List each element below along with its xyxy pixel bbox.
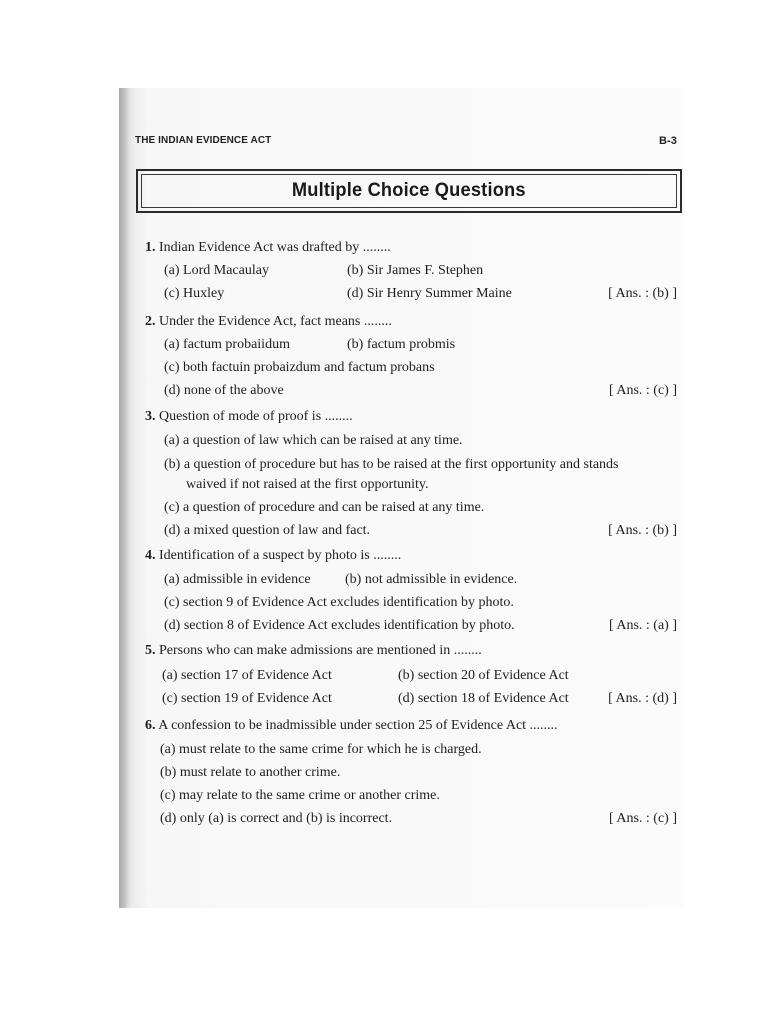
option-d: (d) Sir Henry Summer Maine xyxy=(347,286,512,301)
question-text: Under the Evidence Act, fact means ........ xyxy=(159,314,392,329)
question-text: A confession to be inadmissible under section 25 of Evidence Act ........ xyxy=(158,718,558,733)
question-text: Question of mode of proof is ........ xyxy=(159,409,353,424)
option-a: (a) must relate to the same crime for which he is charged. xyxy=(160,742,482,757)
question-number: 6. xyxy=(145,718,156,733)
answer-key: [ Ans. : (b) ] xyxy=(608,523,677,538)
option-a: (a) a question of law which can be raised at any time. xyxy=(164,433,463,448)
option-b: (b) factum probmis xyxy=(347,337,456,352)
answer-key: [ Ans. : (d) ] xyxy=(608,691,677,706)
option-a: (a) Lord Macaulay xyxy=(164,263,269,278)
answer-key: [ Ans. : (a) ] xyxy=(608,618,677,633)
section-title-box xyxy=(136,169,682,213)
option-a: (a) factum probaiidum xyxy=(164,337,290,352)
section-title: Multiple Choice Questions xyxy=(292,180,526,201)
option-c: (c) section 9 of Evidence Act excludes identification by photo. xyxy=(164,595,514,610)
option-d: (d) none of the above xyxy=(164,383,284,398)
answer-key: [ Ans. : (b) ] xyxy=(608,286,677,301)
section-title-inner-frame xyxy=(141,174,677,208)
option-d: (d) section 18 of Evidence Act xyxy=(398,691,569,706)
question-stem xyxy=(145,714,558,737)
header-chapter-title: THE INDIAN EVIDENCE ACT xyxy=(135,135,272,146)
option-c: (c) a question of procedure and can be raised at any time. xyxy=(164,500,485,515)
option-b: (b) Sir James F. Stephen xyxy=(347,263,484,278)
question-text: Identification of a suspect by photo is ........ xyxy=(159,548,402,563)
page-edge-shadow xyxy=(119,88,129,908)
option-c: (c) both factuin probaizdum and factum probans xyxy=(164,360,435,375)
question-number: 3. xyxy=(145,409,156,424)
question-stem xyxy=(145,405,353,428)
question-number: 4. xyxy=(145,548,156,563)
option-c: (c) Huxley xyxy=(164,286,225,301)
question-number: 5. xyxy=(145,643,156,658)
answer-key: [ Ans. : (c) ] xyxy=(608,383,677,398)
question-stem xyxy=(145,236,391,259)
option-b: (b) must relate to another crime. xyxy=(160,765,341,780)
option-d: (d) section 8 of Evidence Act excludes identification by photo. xyxy=(164,618,515,633)
option-a: (a) section 17 of Evidence Act xyxy=(162,668,332,683)
option-b: (b) not admissible in evidence. xyxy=(345,572,518,587)
option-d: (d) a mixed question of law and fact. xyxy=(164,523,371,538)
answer-key: [ Ans. : (c) ] xyxy=(608,811,677,826)
option-c: (c) may relate to the same crime or another crime. xyxy=(160,788,440,803)
question-text: Persons who can make admissions are mentioned in ........ xyxy=(159,643,482,658)
book-page xyxy=(119,88,685,908)
option-c: (c) section 19 of Evidence Act xyxy=(162,691,332,706)
question-stem xyxy=(145,639,482,662)
option-d: (d) only (a) is correct and (b) is incorrect. xyxy=(160,811,393,826)
question-text: Indian Evidence Act was drafted by ........ xyxy=(159,240,391,255)
question-stem xyxy=(145,310,392,333)
option-a: (a) admissible in evidence xyxy=(164,572,311,587)
question-number: 2. xyxy=(145,314,156,329)
question-stem xyxy=(145,544,401,567)
header-page-number: B-3 xyxy=(658,135,677,147)
option-b: (b) a question of procedure but has to be raised at the first opportunity and stands xyxy=(164,457,619,472)
option-b-continued: waived if not raised at the first opportunity. xyxy=(186,477,429,492)
question-number: 1. xyxy=(145,240,156,255)
option-b: (b) section 20 of Evidence Act xyxy=(398,668,569,683)
